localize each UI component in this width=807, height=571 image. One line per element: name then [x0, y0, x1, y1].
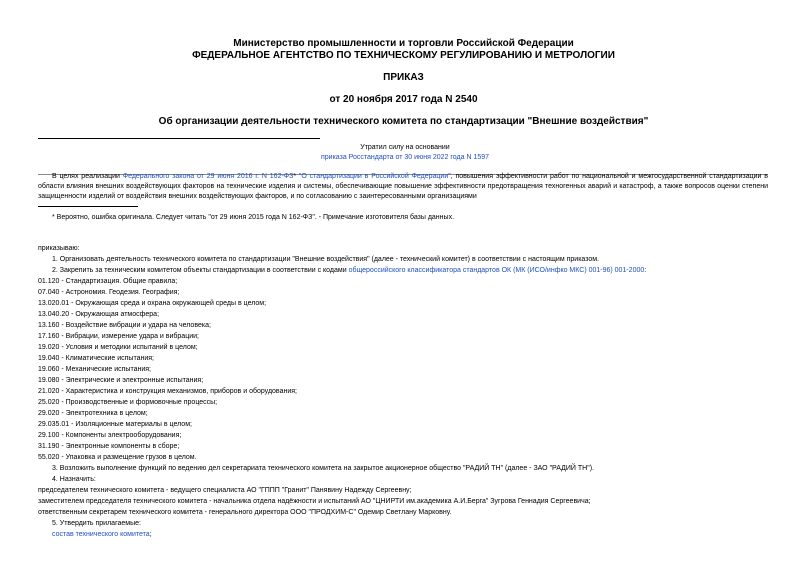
code-item: 31.190 - Электронные компоненты в сборе;	[38, 443, 180, 450]
appointment-line: заместителем председателя технического комитета - начальника отдела надёжности и испытаний АО "ЦНИРТИ им.академика А.И.Берга" Зугрова Геннадия Сергеевича;	[38, 498, 591, 505]
item-3: 3. Возложить выполнение функций по ведению дел секретариата технического комитета на закрытое акционерное общество "РАДИЙ ТН" (далее - ЗАО "РАДИЙ ТН").	[52, 465, 595, 472]
code-item: 01.120 - Стандартизация. Общие правила;	[38, 278, 178, 285]
doc-title: Об организации деятельности технического комитета по стандартизации "Внешние воздействия"	[158, 116, 649, 127]
item-5-label: 5. Утвердить прилагаемые:	[52, 520, 141, 527]
ministry-heading: Министерство промышленности и торговли Российской Федерации	[233, 38, 574, 49]
code-item: 29.100 - Компоненты электрооборудования;	[38, 432, 182, 439]
item-5-line: состав технического комитета;	[52, 531, 152, 538]
code-item: 29.020 - Электротехника в целом;	[38, 410, 148, 417]
item-1: 1. Организовать деятельность технического комитета по стандартизации "Внешние воздействия" (далее - технический комитет) в соответствии с настоящим приказом.	[52, 256, 600, 263]
revocation-note: Утратил силу на основании	[360, 144, 450, 151]
appointment-line: ответственным секретарем технического комитета - генерального директора ООО "ПРОДХИМ-С" Одемир Светлану Марковну.	[38, 509, 452, 516]
appointment-line: председателем технического комитета - ведущего специалиста АО "ГППП "Гранит" Панявину Надежду Сергеевну;	[38, 487, 412, 494]
law-name-link[interactable]: "О стандартизации в Российской Федерации"	[298, 173, 451, 180]
footnote: * Вероятно, ошибка оригинала. Следует читать "от 29 июня 2015 года N 162-ФЗ". - Примечание изготовителя базы данных.	[52, 214, 455, 221]
revocation-link[interactable]: приказа Росстандарта от 30 июня 2022 года N 1597	[320, 154, 490, 161]
committee-composition-link[interactable]: состав технического комитета	[52, 531, 150, 538]
code-item: 19.080 - Электрические и электронные испытания;	[38, 377, 204, 384]
intro-paragraph: В целях реализации Федерального закона от 29 июня 2016 г. N 162-ФЗ* "О стандартизации в Российской Федерации", повышения эффективности работ по национальной и межгосударственной стандартизации в области влияния внешних воздействующих факторов на технические изделия и системы, обеспечивающие повышение эффективности предотвращения техногенных аварий и катастроф, а также вопросов оценки степени защищенности изделий от воздействия внешних воздействующих факторов, и по согласованию с заинтересованными организациями	[38, 173, 768, 200]
code-item: 29.035.01 - Изоляционные материалы в целом;	[38, 421, 192, 428]
classifier-link[interactable]: общероссийского классификатора стандартов ОК (МК (ИСО/инфко МКС) 001-96) 001-2000	[348, 267, 645, 274]
item-2: 2. Закрепить за техническим комитетом объекты стандартизации в соответствии с кодами общероссийского классификатора стандартов ОК (МК (ИСО/инфко МКС) 001-96) 001-2000:	[52, 267, 647, 274]
agency-heading: ФЕДЕРАЛЬНОЕ АГЕНТСТВО ПО ТЕХНИЧЕСКОМУ РЕГУЛИРОВАНИЮ И МЕТРОЛОГИИ	[192, 50, 615, 61]
item-4-label: 4. Назначить:	[52, 476, 96, 483]
code-item: 21.020 - Характеристика и конструкция механизмов, приборов и оборудования;	[38, 388, 297, 395]
code-item: 19.040 - Климатические испытания;	[38, 355, 154, 362]
code-item: 19.020 - Условия и методики испытаний в целом;	[38, 344, 198, 351]
code-item: 25.020 - Производственные и формовочные процессы;	[38, 399, 218, 406]
code-item: 19.060 - Механические испытания;	[38, 366, 151, 373]
code-item: 13.020.01 - Окружающая среда и охрана окружающей среды в целом;	[38, 300, 267, 307]
doc-type-heading: ПРИКАЗ	[383, 72, 424, 83]
law-link[interactable]: Федерального закона от 29 июня 2016 г. N 162-ФЗ	[122, 173, 294, 180]
code-item: 13.160 - Воздействие вибрации и удара на человека;	[38, 322, 211, 329]
code-item: 13.040.20 - Окружающая атмосфера;	[38, 311, 160, 318]
code-item: 55.020 - Упаковка и размещение грузов в целом.	[38, 454, 197, 461]
date-number-heading: от 20 ноября 2017 года N 2540	[329, 94, 478, 105]
footnote-divider	[38, 206, 138, 207]
code-item: 17.160 - Вибрации, измерение удара и вибрации;	[38, 333, 199, 340]
code-item: 07.040 - Астрономия. Геодезия. География;	[38, 289, 180, 296]
divider	[38, 138, 320, 139]
order-word: приказываю:	[38, 245, 80, 252]
